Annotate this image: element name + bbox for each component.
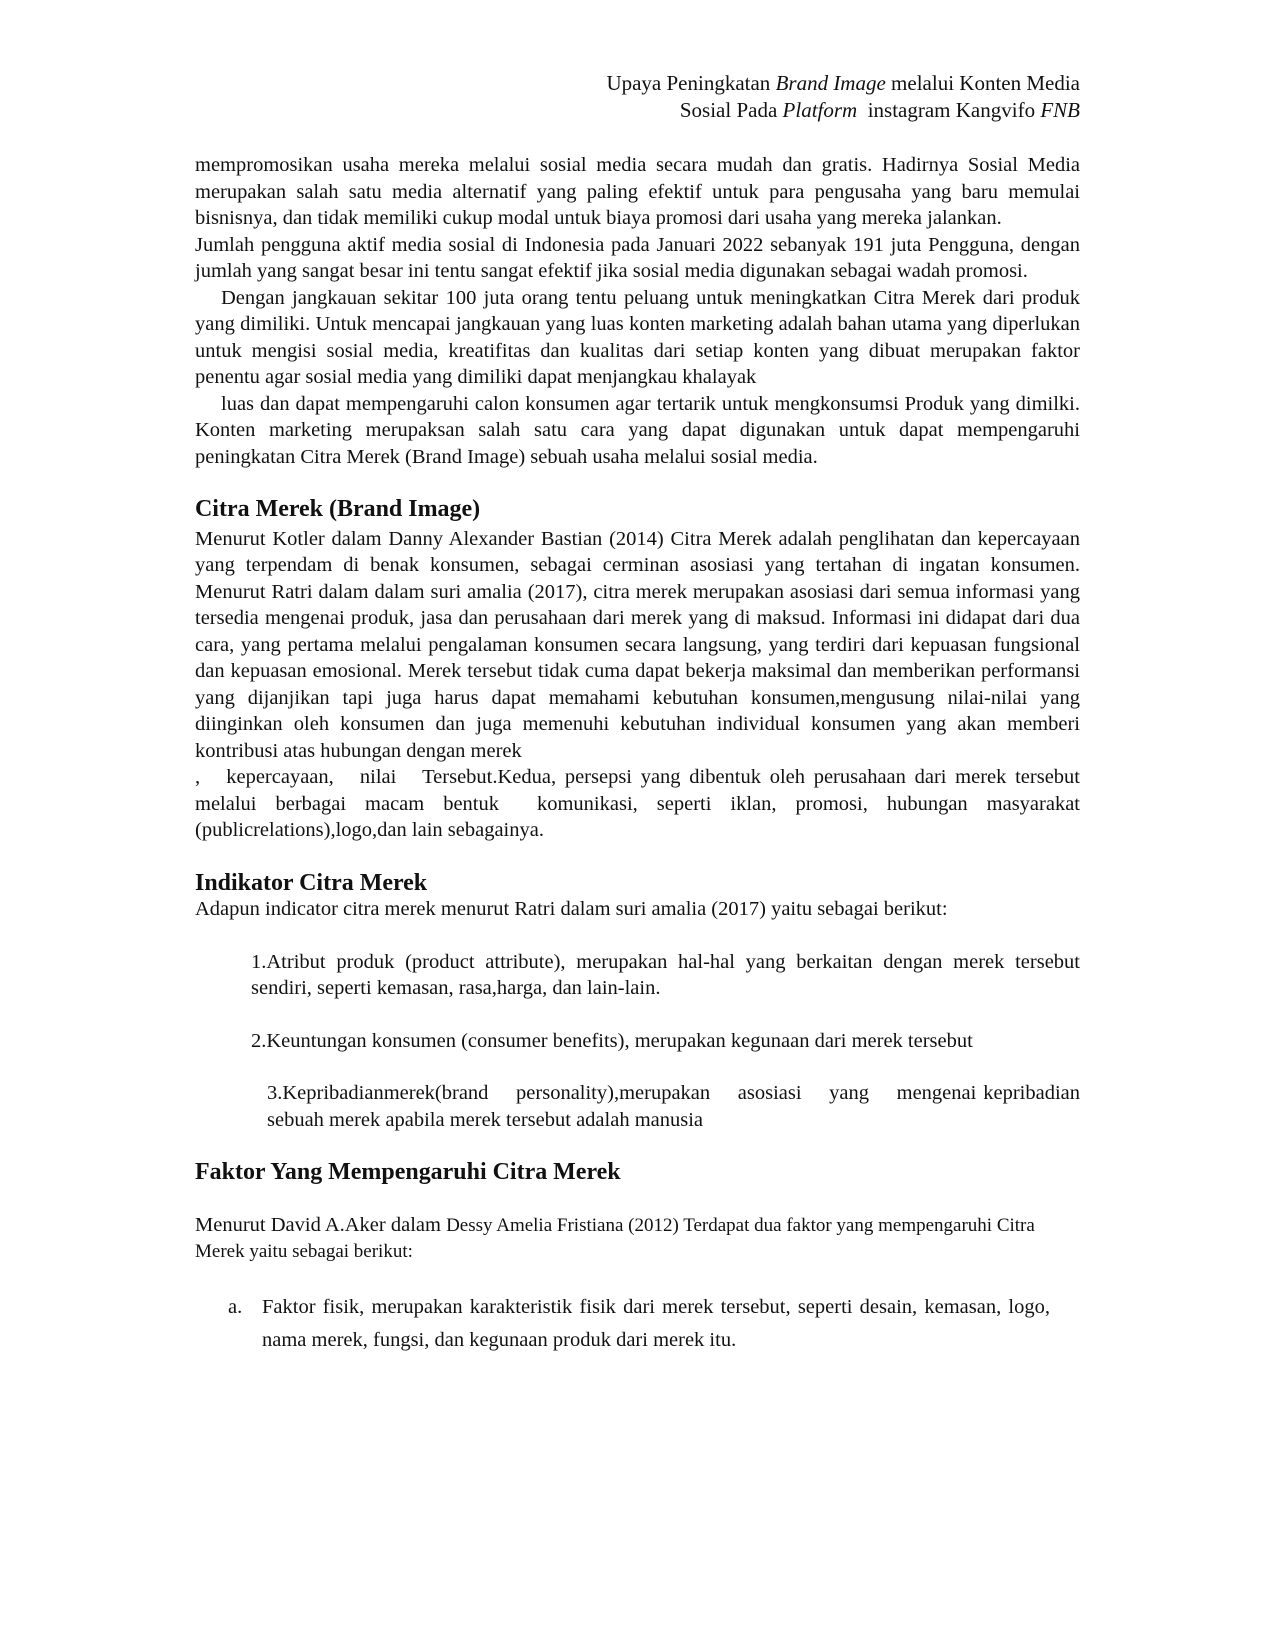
paragraph-text: Menurut David A.Aker dalam xyxy=(195,1213,447,1236)
paragraph: Adapun indicator citra merek menurut Ratri dalam suri amalia (2017) yaitu sebagai berikut: xyxy=(195,898,948,920)
header-text: melalui Konten Media xyxy=(885,71,1080,95)
document-body xyxy=(195,152,1086,1357)
header-line-1 xyxy=(606,70,1080,97)
list-item-text: Faktor fisik, merupakan karakteristik fisik dari merek tersebut, seperti desain, kemasan, logo, nama merek, fungsi, dan kegunaan produk dari merek itu. xyxy=(262,1295,1050,1351)
paragraph-text: Dessy Amelia Fristiana (2012) Terdapat dua faktor yang mempengaruhi Citra Merek yaitu sebagai berikut: xyxy=(195,1214,1035,1262)
header-text: instagram Kangvifo xyxy=(857,98,1041,122)
header-italic-term: Platform xyxy=(782,98,858,122)
section-heading: Indikator Citra Merek xyxy=(195,869,428,896)
list-item: 3.Kepribadianmerek(brand personality),merupakan asosiasi yang mengenai kepribadian sebuah merek apabila merek tersebut adalah manusia xyxy=(267,1082,1086,1131)
list-marker: a. xyxy=(228,1295,243,1318)
header-text: Sosial Pada xyxy=(679,98,783,122)
list-item: 2.Keuntungan konsumen (consumer benefits), merupakan kegunaan dari merek tersebut xyxy=(251,1029,973,1052)
paragraph: , kepercayaan, nilai Tersebut.Kedua, persepsi yang dibentuk oleh perusahaan dari merek tersebut melalui berbagai macam bentuk komunikasi, seperti iklan, promosi, hubungan masyarakat (publicrelations),logo,dan lain sebagainya. xyxy=(195,766,1086,841)
list-item: 1.Atribut produk (product attribute), merupakan hal-hal yang berkaitan dengan merek tersebut sendiri, seperti kemasan, rasa,harga, dan lain-lain. xyxy=(251,950,1080,999)
paragraph: Dengan jangkauan sekitar 100 juta orang tentu peluang untuk meningkatkan Citra Merek dari produk yang dimiliki. Untuk mencapai jangkauan yang luas konten marketing adalah bahan utama yang diperlukan untuk mengisi sosial media, kreatifitas dan kualitas dari setiap konten yang dibuat merupakan faktor penentu agar sosial media yang dimiliki dapat menjangkau khalayak xyxy=(195,286,1080,388)
section-heading: Faktor Yang Mempengaruhi Citra Merek xyxy=(195,1159,621,1185)
header-italic-term: FNB xyxy=(1040,98,1080,122)
paragraph: Menurut Kotler dalam Danny Alexander Bastian (2014) Citra Merek adalah penglihatan dan kepercayaan yang terpendam di benak konsumen, sebagai cerminan asosiasi yang tertahan di ingatan konsumen. Menurut Ratri dalam dalam suri amalia (2017), citra merek merupakan asosiasi dari semua informasi yang tersedia mengenai produk, jasa dan perusahaan dari merek yang di maksud. Informasi ini didapat dari dua cara, yang pertama melalui pengalaman konsumen secara langsung, yang terdiri dari kepuasan fungsional dan kepuasan emosional. Merek tersebut tidak cuma dapat bekerja maksimal dan memberikan performansi yang dijanjikan tapi juga harus dapat memahami kebutuhan konsumen,mengusung nilai-nilai yang diinginkan oleh konsumen dan juga memenuhi kebutuhan individual konsumen yang akan memberi kontribusi atas hubungan dengan merek xyxy=(195,527,1080,762)
section-heading: Citra Merek (Brand Image) xyxy=(195,496,481,522)
list-item xyxy=(228,1291,1080,1357)
header-text: Upaya Peningkatan xyxy=(606,71,776,95)
header-line-2 xyxy=(606,97,1080,124)
paragraph xyxy=(195,1212,1080,1265)
paragraph: Jumlah pengguna aktif media sosial di Indonesia pada Januari 2022 sebanyak 191 juta Pengguna, dengan jumlah yang sangat besar ini tentu sangat efektif jika sosial media digunakan sebagai wadah promosi. xyxy=(195,233,1080,282)
running-header xyxy=(606,70,1080,124)
header-italic-term: Brand Image xyxy=(775,71,886,95)
paragraph: mempromosikan usaha mereka melalui sosial media secara mudah dan gratis. Hadirnya Sosial Media merupakan salah satu media alternatif yang paling efektif untuk para pengusaha yang baru memulai bisnisnya, dan tidak memiliki cukup modal untuk biaya promosi dari usaha yang mereka jalankan. xyxy=(195,154,1080,229)
paragraph: luas dan dapat mempengaruhi calon konsumen agar tertarik untuk mengkonsumsi Produk yang dimilki. Konten marketing merupaksan salah satu cara yang dapat digunakan untuk dapat mempengaruhi peningkatan Citra Merek (Brand Image) sebuah usaha melalui sosial media. xyxy=(195,392,1080,468)
